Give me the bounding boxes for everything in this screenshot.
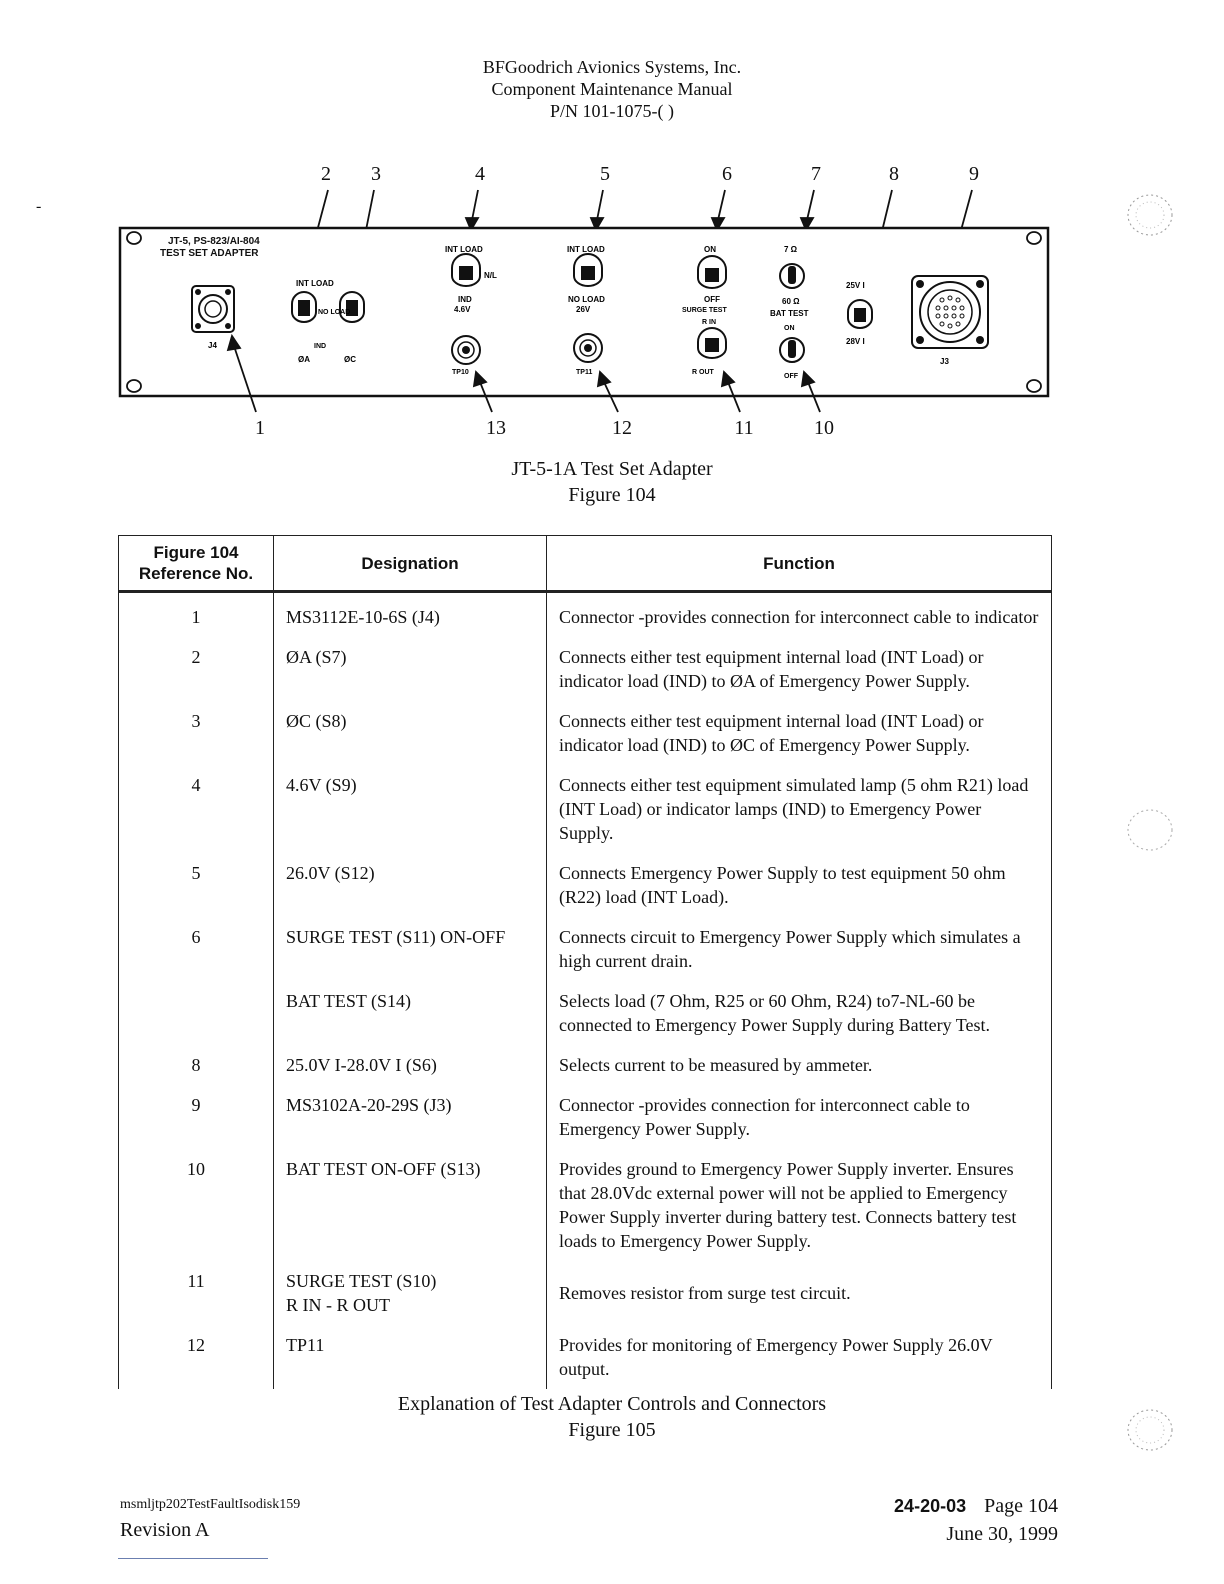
ref-cell: 8 — [119, 1045, 274, 1085]
label-tp10: TP10 — [452, 369, 469, 376]
designation-cell: MS3112E-10-6S (J4) — [274, 592, 547, 638]
panel-title-line2: TEST SET ADAPTER — [160, 248, 259, 259]
label-nl: N/L — [484, 271, 497, 280]
designation-cell: 25.0V I-28.0V I (S6) — [274, 1045, 547, 1085]
label-ind-left: IND — [314, 343, 327, 350]
ref-cell: 2 — [119, 637, 274, 701]
function-cell: Connects either test equipment simulated lamp (5 ohm R21) load (INT Load) or indicator lamps (IND) to Emergency Power Supply. — [547, 765, 1052, 853]
function-cell: Connects either test equipment internal load (INT Load) or indicator load (IND) to ØA of Emergency Power Supply. — [547, 637, 1052, 701]
label-int-load-4: INT LOAD — [445, 245, 483, 254]
callout-3: 3 — [371, 163, 381, 185]
footer-underline — [118, 1558, 268, 1559]
label-no-load-5: NO LOAD — [568, 295, 605, 304]
footer-left — [120, 1496, 300, 1546]
table-header-row — [119, 536, 1052, 592]
table-row — [119, 637, 1052, 701]
header-designation: Designation — [274, 536, 547, 592]
label-int-load-left: INT LOAD — [296, 279, 334, 288]
label-no-load-left: NO LOAD — [318, 309, 351, 316]
footer-revision: Revision A — [120, 1519, 210, 1541]
designation-cell: 26.0V (S12) — [274, 853, 547, 917]
callout-13: 13 — [486, 417, 506, 439]
ref-cell: 3 — [119, 701, 274, 765]
label-off-6: OFF — [704, 295, 720, 304]
ref-cell: 9 — [119, 1085, 274, 1149]
test-set-adapter-diagram — [0, 150, 1224, 440]
callout-2: 2 — [321, 163, 331, 185]
figure-105-title: Explanation of Test Adapter Controls and Connectors — [397, 1393, 827, 1415]
table-row — [119, 1325, 1052, 1389]
ref-cell: 11 — [119, 1261, 274, 1325]
label-tp11: TP11 — [576, 369, 593, 376]
designation-line2: R IN - R OUT — [286, 1295, 390, 1315]
function-cell: Provides ground to Emergency Power Supply inverter. Ensures that 28.0Vdc external power will not be applied to Emergency Power Supply inverter during battery test. Connects battery test loads to Emergency Power Supply. — [547, 1149, 1052, 1261]
margin-mark: - — [36, 198, 42, 215]
label-j3: J3 — [940, 357, 949, 366]
label-bat-test: BAT TEST — [770, 309, 809, 318]
designation-cell: ØA (S7) — [274, 637, 547, 701]
designation-cell: BAT TEST (S14) — [274, 981, 547, 1045]
scan-smudge — [1120, 185, 1184, 245]
figure-104-title: JT-5-1A Test Set Adapter — [511, 458, 713, 480]
table-row — [119, 701, 1052, 765]
ref-cell: 4 — [119, 765, 274, 853]
table-row — [119, 765, 1052, 853]
label-26v: 26V — [576, 305, 591, 314]
footer-file-name: msmljtp202TestFaultIsodisk159 — [120, 1497, 301, 1512]
document-header — [0, 56, 1224, 122]
label-phase-a: ØA — [298, 355, 310, 364]
table-row — [119, 1149, 1052, 1261]
callout-5: 5 — [600, 163, 610, 185]
label-60-ohm: 60 Ω — [782, 297, 800, 306]
function-cell: Provides for monitoring of Emergency Power Supply 26.0V output. — [547, 1325, 1052, 1389]
footer-page-number: Page 104 — [984, 1495, 1058, 1517]
function-cell: Connector -provides connection for interconnect cable to indicator — [547, 592, 1052, 638]
designation-cell — [274, 1261, 547, 1325]
label-off-10: OFF — [784, 373, 798, 380]
table-row — [119, 917, 1052, 981]
footer-right — [894, 1492, 1058, 1548]
designation-cell: SURGE TEST (S11) ON-OFF — [274, 917, 547, 981]
figure-105-caption — [0, 1391, 1224, 1443]
ref-cell: 12 — [119, 1325, 274, 1389]
callout-7: 7 — [811, 163, 821, 185]
label-ind-4: IND — [458, 295, 472, 304]
table-row — [119, 1085, 1052, 1149]
figure-105-number: Figure 105 — [568, 1419, 656, 1441]
table-row — [119, 592, 1052, 638]
label-surge-test: SURGE TEST — [682, 307, 727, 314]
function-cell: Connects circuit to Emergency Power Supply which simulates a high current drain. — [547, 917, 1052, 981]
label-on-10: ON — [784, 325, 795, 332]
header-ref-line2: Reference No. — [138, 564, 254, 583]
label-phase-c: ØC — [344, 355, 356, 364]
function-cell: Selects load (7 Ohm, R25 or 60 Ohm, R24) to7-NL-60 be connected to Emergency Power Supply during Battery Test. — [547, 981, 1052, 1045]
reference-table — [118, 535, 1052, 1389]
function-cell: Selects current to be measured by ammeter. — [547, 1045, 1052, 1085]
figure-104-caption — [0, 456, 1224, 508]
label-j4: J4 — [208, 341, 217, 350]
ref-cell: 1 — [119, 592, 274, 638]
part-number: P/N 101-1075-( ) — [550, 101, 674, 121]
function-cell: Connects either test equipment internal load (INT Load) or indicator load (IND) to ØC of Emergency Power Supply. — [547, 701, 1052, 765]
ref-cell: 6 — [119, 917, 274, 981]
function-cell: Connects Emergency Power Supply to test equipment 50 ohm (R22) load (INT Load). — [547, 853, 1052, 917]
label-r-out: R OUT — [692, 369, 714, 376]
designation-cell: MS3102A-20-29S (J3) — [274, 1085, 547, 1149]
callout-9: 9 — [969, 163, 979, 185]
scan-smudge — [1120, 1400, 1184, 1460]
figure-104-number: Figure 104 — [568, 484, 656, 506]
callout-4: 4 — [475, 163, 485, 185]
manual-title: Component Maintenance Manual — [491, 79, 733, 99]
callout-1: 1 — [255, 417, 265, 439]
header-reference-no — [119, 536, 274, 592]
function-cell: Connector -provides connection for interconnect cable to Emergency Power Supply. — [547, 1085, 1052, 1149]
label-7-ohm: 7 Ω — [784, 245, 798, 254]
label-28v: 28V I — [846, 337, 865, 346]
table-row — [119, 1045, 1052, 1085]
label-4-6v: 4.6V — [454, 305, 471, 314]
label-r-in: R IN — [702, 319, 716, 326]
ref-cell — [119, 981, 274, 1045]
designation-cell: TP11 — [274, 1325, 547, 1389]
footer-ata-number: 24-20-03 — [894, 1496, 967, 1516]
table-row — [119, 853, 1052, 917]
function-cell: Removes resistor from surge test circuit. — [547, 1261, 1052, 1325]
designation-cell: BAT TEST ON-OFF (S13) — [274, 1149, 547, 1261]
header-function: Function — [547, 536, 1052, 592]
callout-11: 11 — [734, 417, 754, 439]
callout-6: 6 — [722, 163, 732, 185]
company-name: BFGoodrich Avionics Systems, Inc. — [482, 57, 742, 77]
panel-title-line1: JT-5, PS-823/AI-804 — [168, 236, 260, 247]
designation-cell: ØC (S8) — [274, 701, 547, 765]
label-int-load-5: INT LOAD — [567, 245, 605, 254]
table-row — [119, 1261, 1052, 1325]
callout-8: 8 — [889, 163, 899, 185]
table-row — [119, 981, 1052, 1045]
scan-smudge — [1120, 800, 1184, 860]
label-25v: 25V I — [846, 281, 865, 290]
header-ref-line1: Figure 104 — [153, 543, 239, 562]
designation-line1: SURGE TEST (S10) — [286, 1271, 437, 1291]
callout-10: 10 — [814, 417, 834, 439]
ref-cell: 10 — [119, 1149, 274, 1261]
ref-cell: 5 — [119, 853, 274, 917]
callout-12: 12 — [612, 417, 632, 439]
designation-cell: 4.6V (S9) — [274, 765, 547, 853]
label-on-6: ON — [704, 245, 716, 254]
footer-date: June 30, 1999 — [946, 1523, 1058, 1545]
